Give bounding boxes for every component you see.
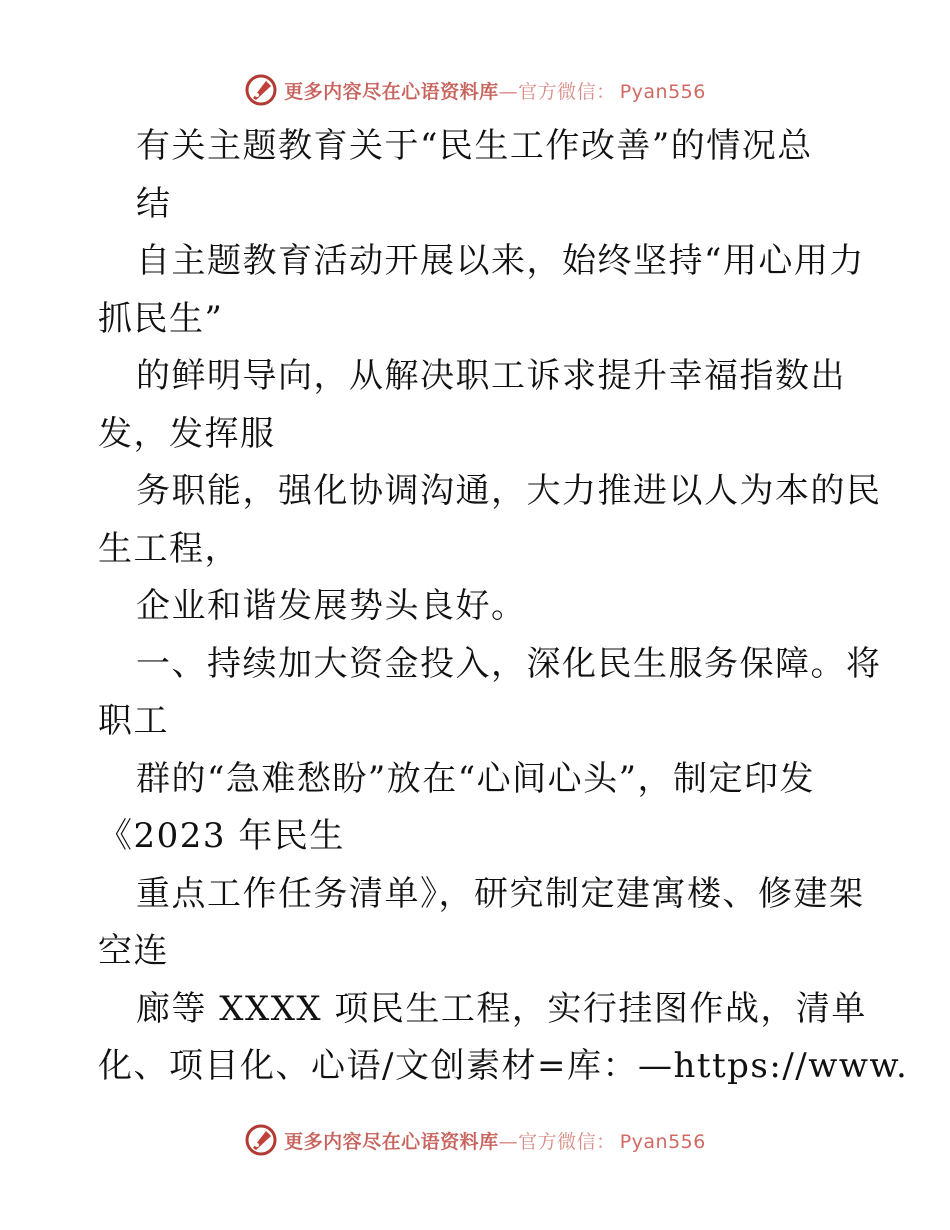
document-line: 务职能，强化协调沟通，大力推进以人为本的民 [136, 471, 882, 511]
banner-official-label: 官方微信： [518, 1130, 616, 1153]
banner-wechat-id: Pyan556 [619, 80, 706, 103]
document-line: 企业和谐发展势头良好。 [136, 586, 527, 626]
document-line: 廊等 XXXX 项民生工程，实行挂图作战，清单 [136, 988, 867, 1029]
banner-official-label: 官方微信： [518, 80, 616, 103]
footer-banner [0, 1120, 950, 1160]
pen-nib-logo-icon [244, 1123, 278, 1157]
banner-separator: — [498, 80, 519, 103]
banner-separator: — [498, 1130, 519, 1153]
document-line: 空连 [98, 931, 169, 971]
document-line: 自主题教育活动开展以来，始终坚持“用心用力 [136, 241, 865, 281]
banner-main-text: 更多内容尽在心语资料库 [284, 80, 499, 103]
document-line: 《2023 年民生 [98, 816, 345, 856]
banner-main-text: 更多内容尽在心语资料库 [284, 1130, 499, 1153]
document-line: 结 [136, 183, 172, 224]
pen-nib-logo-icon [244, 73, 278, 107]
banner-wechat-id: Pyan556 [619, 1130, 706, 1153]
banner-text [284, 77, 706, 104]
document-line: 的鲜明导向，从解决职工诉求提升幸福指数出 [136, 356, 846, 396]
document-line: 职工 [98, 701, 169, 741]
document-line: 化、项目化、心语/文创素材=库：—https://www. [98, 1046, 909, 1086]
document-line: 群的“急难愁盼”放在“心间心头”，制定印发 [136, 758, 816, 799]
document-line: 一、持续加大资金投入，深化民生服务保障。将 [136, 643, 882, 684]
document-line: 发，发挥服 [98, 413, 276, 454]
banner-text [284, 1127, 706, 1154]
document-body [98, 118, 909, 1096]
document-line: 重点工作任务清单》，研究制定建寓楼、修建架 [136, 873, 865, 914]
document-line: 抓民生” [98, 298, 224, 339]
document-line: 生工程， [98, 528, 240, 569]
document-line: 有关主题教育关于“民生工作改善”的情况总 [136, 126, 813, 166]
header-banner [0, 70, 950, 110]
